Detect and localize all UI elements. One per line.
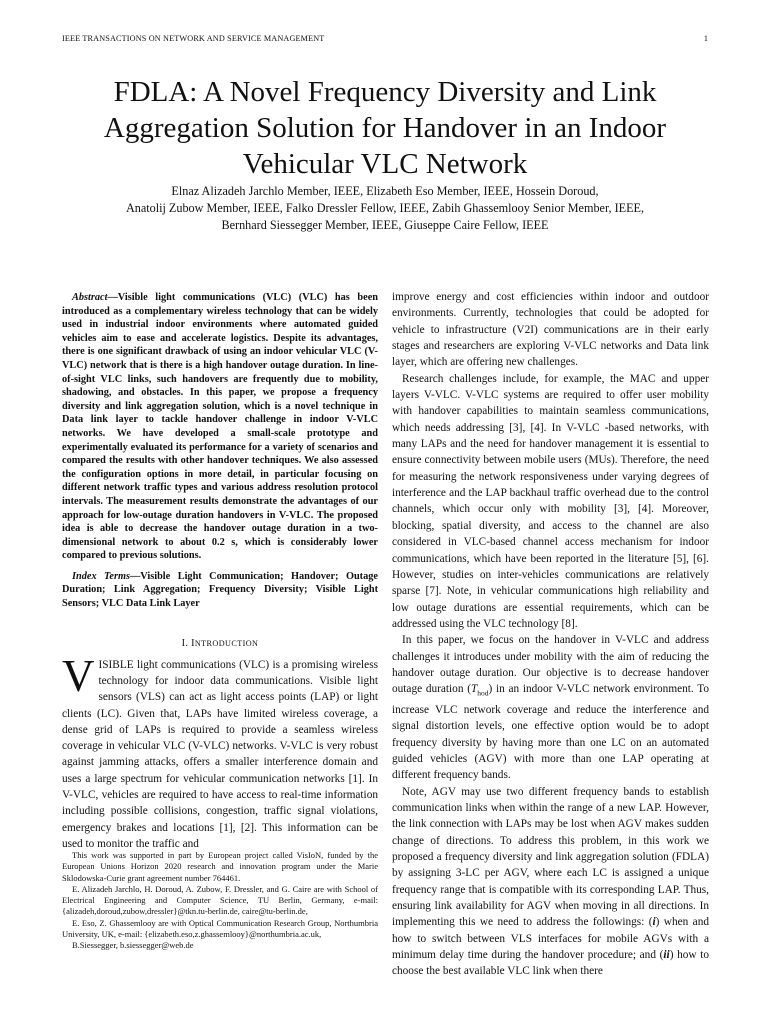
title-line-1: FDLA: A Novel Frequency Diversity and Link [113,76,657,108]
p4-text-mid: ) when and how to switch between VLS interfaces for mobile AGVs with a minimum delay time during the handover procedure; and ( [392,916,709,961]
author-line-1: Elnaz Alizadeh Jarchlo Member, IEEE, Elizabeth Eso Member, IEEE, Hossein Doroud, [171,184,599,198]
p4-text-after: ) how to choose the best available VLC link when there [392,949,709,978]
index-terms [62,570,378,611]
footnote-funding: This work was supported in part by European project called VisIoN, funded by the European Unions Horizon 2020 research and innovation program under the Marie Sklodowska-Curie grant agreement number 764461. [62,850,378,883]
footnote-affiliation-tu-berlin: E. Alizadeh Jarchlo, H. Doroud, A. Zubow, F. Dressler, and G. Caire are with School of Electrical Engineering and Computer Science, TU Berlin, Germany, e-mail: {alizadeh,doroud,zubow,dressler}@tkn.tu-berlin.de, caire@tu-berlin.de, [62,883,378,917]
intro-paragraph-1-text: ISIBLE light communications (VLC) is a promising wireless technology for indoor data communications. Visible light sensors (VLS) can act as light access points (LAP) or light clients (LC). Given that, LAPs have limited wireless coverage, a dense grid of LAPs is required to provide a seamless wireless coverage in vehicular VLC (V-VLC) networks. V-VLC is very robust against jamming attacks, offers a smaller interference domain and uses a large spectrum for vehicular communication networks [1]. In V-VLC, vehicles are required to have access to real-time information including possible collisions, congestion, traffic signal violations, emergency brakes and locations [1], [2]. This information can be used to monitor the traffic and [62,658,378,850]
paper-title [62,74,708,182]
section-number: I. [181,637,189,649]
p3-text-after: ) in an indoor V-VLC network environment. To increase VLC network coverage and reduce the interference and signal distortion levels, one effective option would be to adopt frequency diversity by having more than one LC on an automated guided vehicles (AGV) with more than one LAP operating at different frequency bands. [392,683,710,782]
right-paragraph-3 [392,632,709,783]
right-column [392,289,709,980]
right-paragraph-1: improve energy and cost efficiencies within indoor and outdoor environments. Currently, technologies that could be adopted for vehicle to infrastructure (V2I) communications are in their early stages and researchers are exploring V-VLC networks and Data link layer, which are offering new challenges. [392,291,709,369]
footnote-affiliation-northumbria: E. Eso, Z. Ghassemlooy are with Optical Communication Research Group, Northumbria University, UK, e-mail: {elizabeth.eso,z.ghassemlooy}@northumbria.ac.uk, [62,917,378,940]
title-line-2: Aggregation Solution for Handover in an Indoor [103,112,667,144]
section-heading-introduction [62,638,378,649]
section-title-initial: I [191,637,195,649]
p3-text-before: In this paper, we focus on the handover in V-VLC and address challenges it introduces under mobility with the aim of reducing the handover outage duration. Our objective is to decrease handover outage duration ( [392,634,709,696]
author-list [62,183,708,234]
title-line-3: Vehicular VLC Network [242,148,528,180]
right-paragraph-4 [392,784,709,980]
enum-i: i [652,916,656,929]
left-column [62,291,378,852]
footnotes [62,850,378,952]
section-title-rest: NTRODUCTION [194,638,259,648]
abstract-text: —Visible light communications (VLC) (VLC) has been introduced as a complementary wireless technology that can be widely used in industrial indoor environments where automated guided vehicles aim to ease and accelerate logistics. Despite its advantages, there is one significant drawback of using an indoor vehicular VLC (V-VLC) network that is there is a high handover outage duration. In line-of-sight VLC links, such handovers are frequently due to mobility, shadowing, and obstacles. In this paper, we propose a frequency diversity and link aggregation solution, which is a novel technique in Data link layer to tackle handover challenge in indoor V-VLC networks. We have developed a small-scale prototype and experimentally evaluated its performance for a variety of scenarios and compared the results with other handover techniques. We also assessed the configuration options in more detail, in particular focusing on different network traffic types and various address resolution protocol intervals. The measurement results demonstrate the advantages of our approach for low-outage duration handovers in V-VLC. The proposed idea is able to decrease the handover outage duration in a two-dimensional network to about 0.2 s, which is considerably lower compared to previous solutions. [62,292,378,562]
index-terms-label: Index Terms [72,570,130,582]
page-number: 1 [703,34,708,43]
index-terms-text: —Visible Light Communication; Handover; Outage Duration; Link Aggregation; Frequency Diversity; Visible Light Sensors; VLC Data Link Layer [62,570,378,610]
abstract-label: Abstract [72,292,108,303]
symbol-t: T [470,683,478,696]
right-paragraph-2: Research challenges include, for example, the MAC and upper layers V-VLC. V-VLC systems are required to offer user mobility with handover capabilities to maintain seamless communications, which needs addressing [3], [4]. In V-VLC -based networks, with many LAPs and the need for handover management it is essential to ensure connectivity between mobile users (MUs). Therefore, the need for measuring the network responsiveness under varying degrees of interference and the LAP backhaul traffic overhead due to the control channels, which occur only with mobility [3], [4]. Moreover, blocking, spatial diversity, and access to the channel are also considered in VLC-based channel access mechanism for indoor communications, which have been reported in the literature [5], [6]. However, studies on inter-vehicles communications are relatively sparse [7]. Note, in vehicular communications high reliability and low outage durations are essential requirements, which can be addressed using the VLC technology [8]. [392,372,709,630]
author-line-2: Anatolij Zubow Member, IEEE, Falko Dressler Fellow, IEEE, Zabih Ghassemlooy Senior Member, IEEE, [125,201,645,215]
abstract [62,291,378,563]
intro-paragraph-1 [62,650,378,853]
author-line-3: Bernhard Siessegger Member, IEEE, Giuseppe Caire Fellow, IEEE [221,218,549,232]
footnote-siessegger: B.Siessegger, b.siessegger@web.de [72,940,194,951]
symbol-subscript-hod: hod [477,688,489,698]
p4-text-before: Note, AGV may use two different frequency bands to establish communication links when within the range of a new LAP. However, the link connection with LAPs may be lost when AGV makes sudden change of directions. To address this problem, in this work we proposed a frequency diversity and link aggregation solution (FDLA) by assigning 3-LC per AGV, where each LC is assigned a unique frequency range that is compatible with its corresponding LAP. Thus, ensuring link availability for AGV when moving in all directions. In implementing this we need to address the followings: ( [392,785,709,929]
dropcap-letter: V [62,650,95,701]
enum-ii: ii [663,949,670,961]
running-head-journal: IEEE TRANSACTIONS ON NETWORK AND SERVICE MANAGEMENT [62,34,325,43]
